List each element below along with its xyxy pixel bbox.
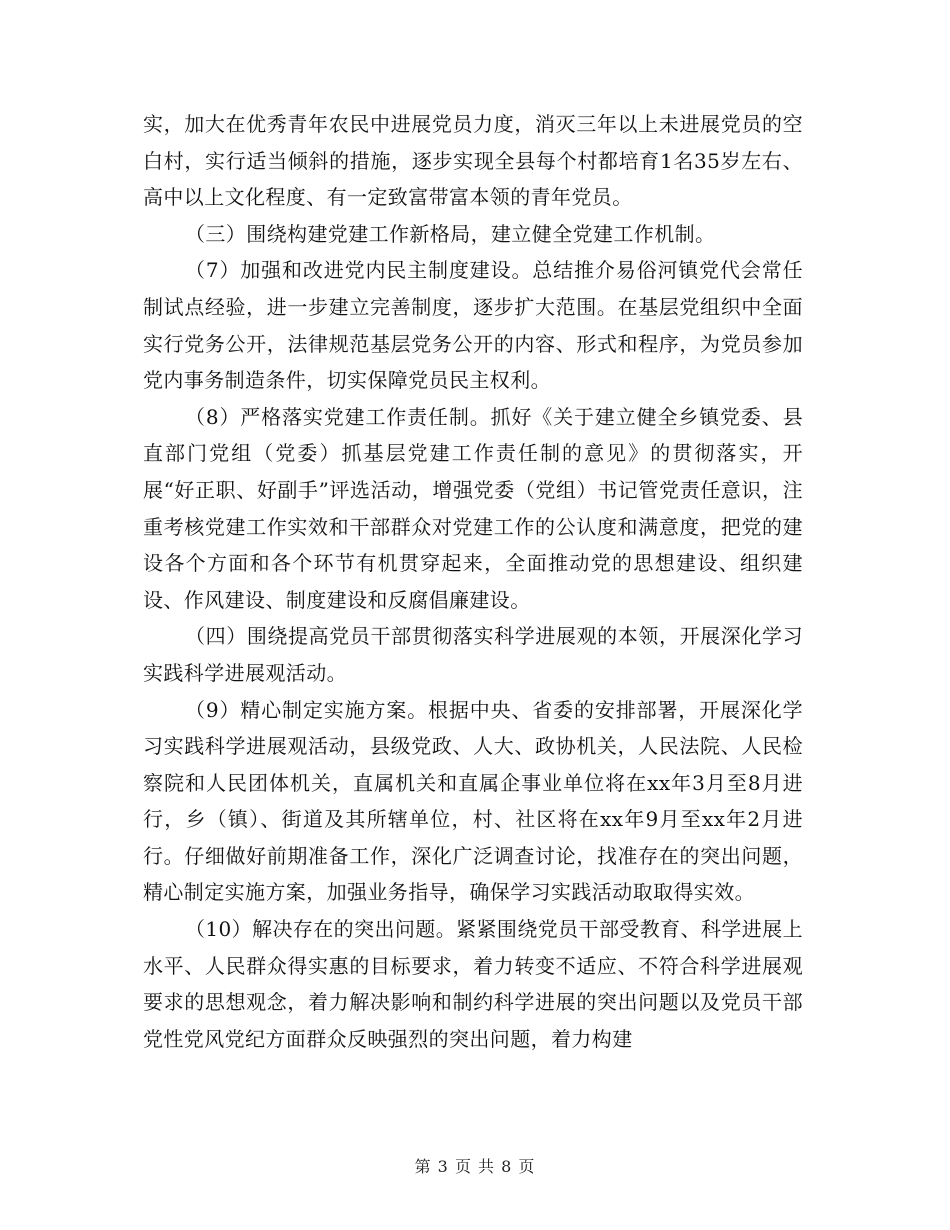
- page-number-footer: 第 3 页 共 8 页: [414, 1157, 536, 1176]
- paragraph-item-9: （9）精心制定实施方案。根据中央、省委的安排部署，开展深化学习实践科学进展观活动，县级党政、人大、政协机关，人民法院、人民检察院和人民团体机关，直属机关和直属企事业单位将在xx年3月至8月进行，乡（镇）、街道及其所辖单位，村、社区将在xx年9月至xx年2月进行。仔细做好前期准备工作，深化广泛调查讨论，找准存在的突出问题，精心制定实施方案，加强业务指导，确保学习实践活动取取得实效。: [143, 697, 803, 905]
- paragraph-item-7: （7）加强和改进党内民主制度建设。总结推介易俗河镇党代会常任制试点经验，进一步建立完善制度，逐步扩大范围。在基层党组织中全面实行党务公开，法律规范基层党务公开的内容、形式和程序，为党员参加党内事务制造条件，切实保障党员民主权利。: [143, 258, 803, 393]
- paragraph-continuation: 实，加大在优秀青年农民中进展党员力度，消灭三年以上未进展党员的空白村，实行适当倾斜的措施，逐步实现全县每个村都培育1名35岁左右、高中以上文化程度、有一定致富带富本领的青年党员。: [143, 112, 803, 210]
- document-body: [143, 106, 803, 1057]
- paragraph-item-8: （8）严格落实党建工作责任制。抓好《关于建立健全乡镇党委、县直部门党组（党委）抓基层党建工作责任制的意见》的贯彻落实，开展“好正职、好副手”评选活动，增强党委（党组）书记管党责任意识，注重考核党建工作实效和干部群众对党建工作的公认度和满意度，把党的建设各个方面和各个环节有机贯穿起来，全面推动党的思想建设、组织建设、作风建设、制度建设和反腐倡廉建设。: [143, 404, 803, 612]
- section-heading-four: （四）围绕提高党员干部贯彻落实科学进展观的本领，开展深化学习实践科学进展观活动。: [143, 624, 803, 685]
- paragraph-item-10: （10）解决存在的突出问题。紧紧围绕党员干部受教育、科学进展上水平、人民群众得实惠的目标要求，着力转变不适应、不符合科学进展观要求的思想观念，着力解决影响和制约科学进展的突出问题以及党员干部党性党风党纪方面群众反映强烈的突出问题，着力构建: [143, 917, 803, 1051]
- section-heading-three: （三）围绕构建党建工作新格局，建立健全党建工作机制。: [185, 221, 716, 246]
